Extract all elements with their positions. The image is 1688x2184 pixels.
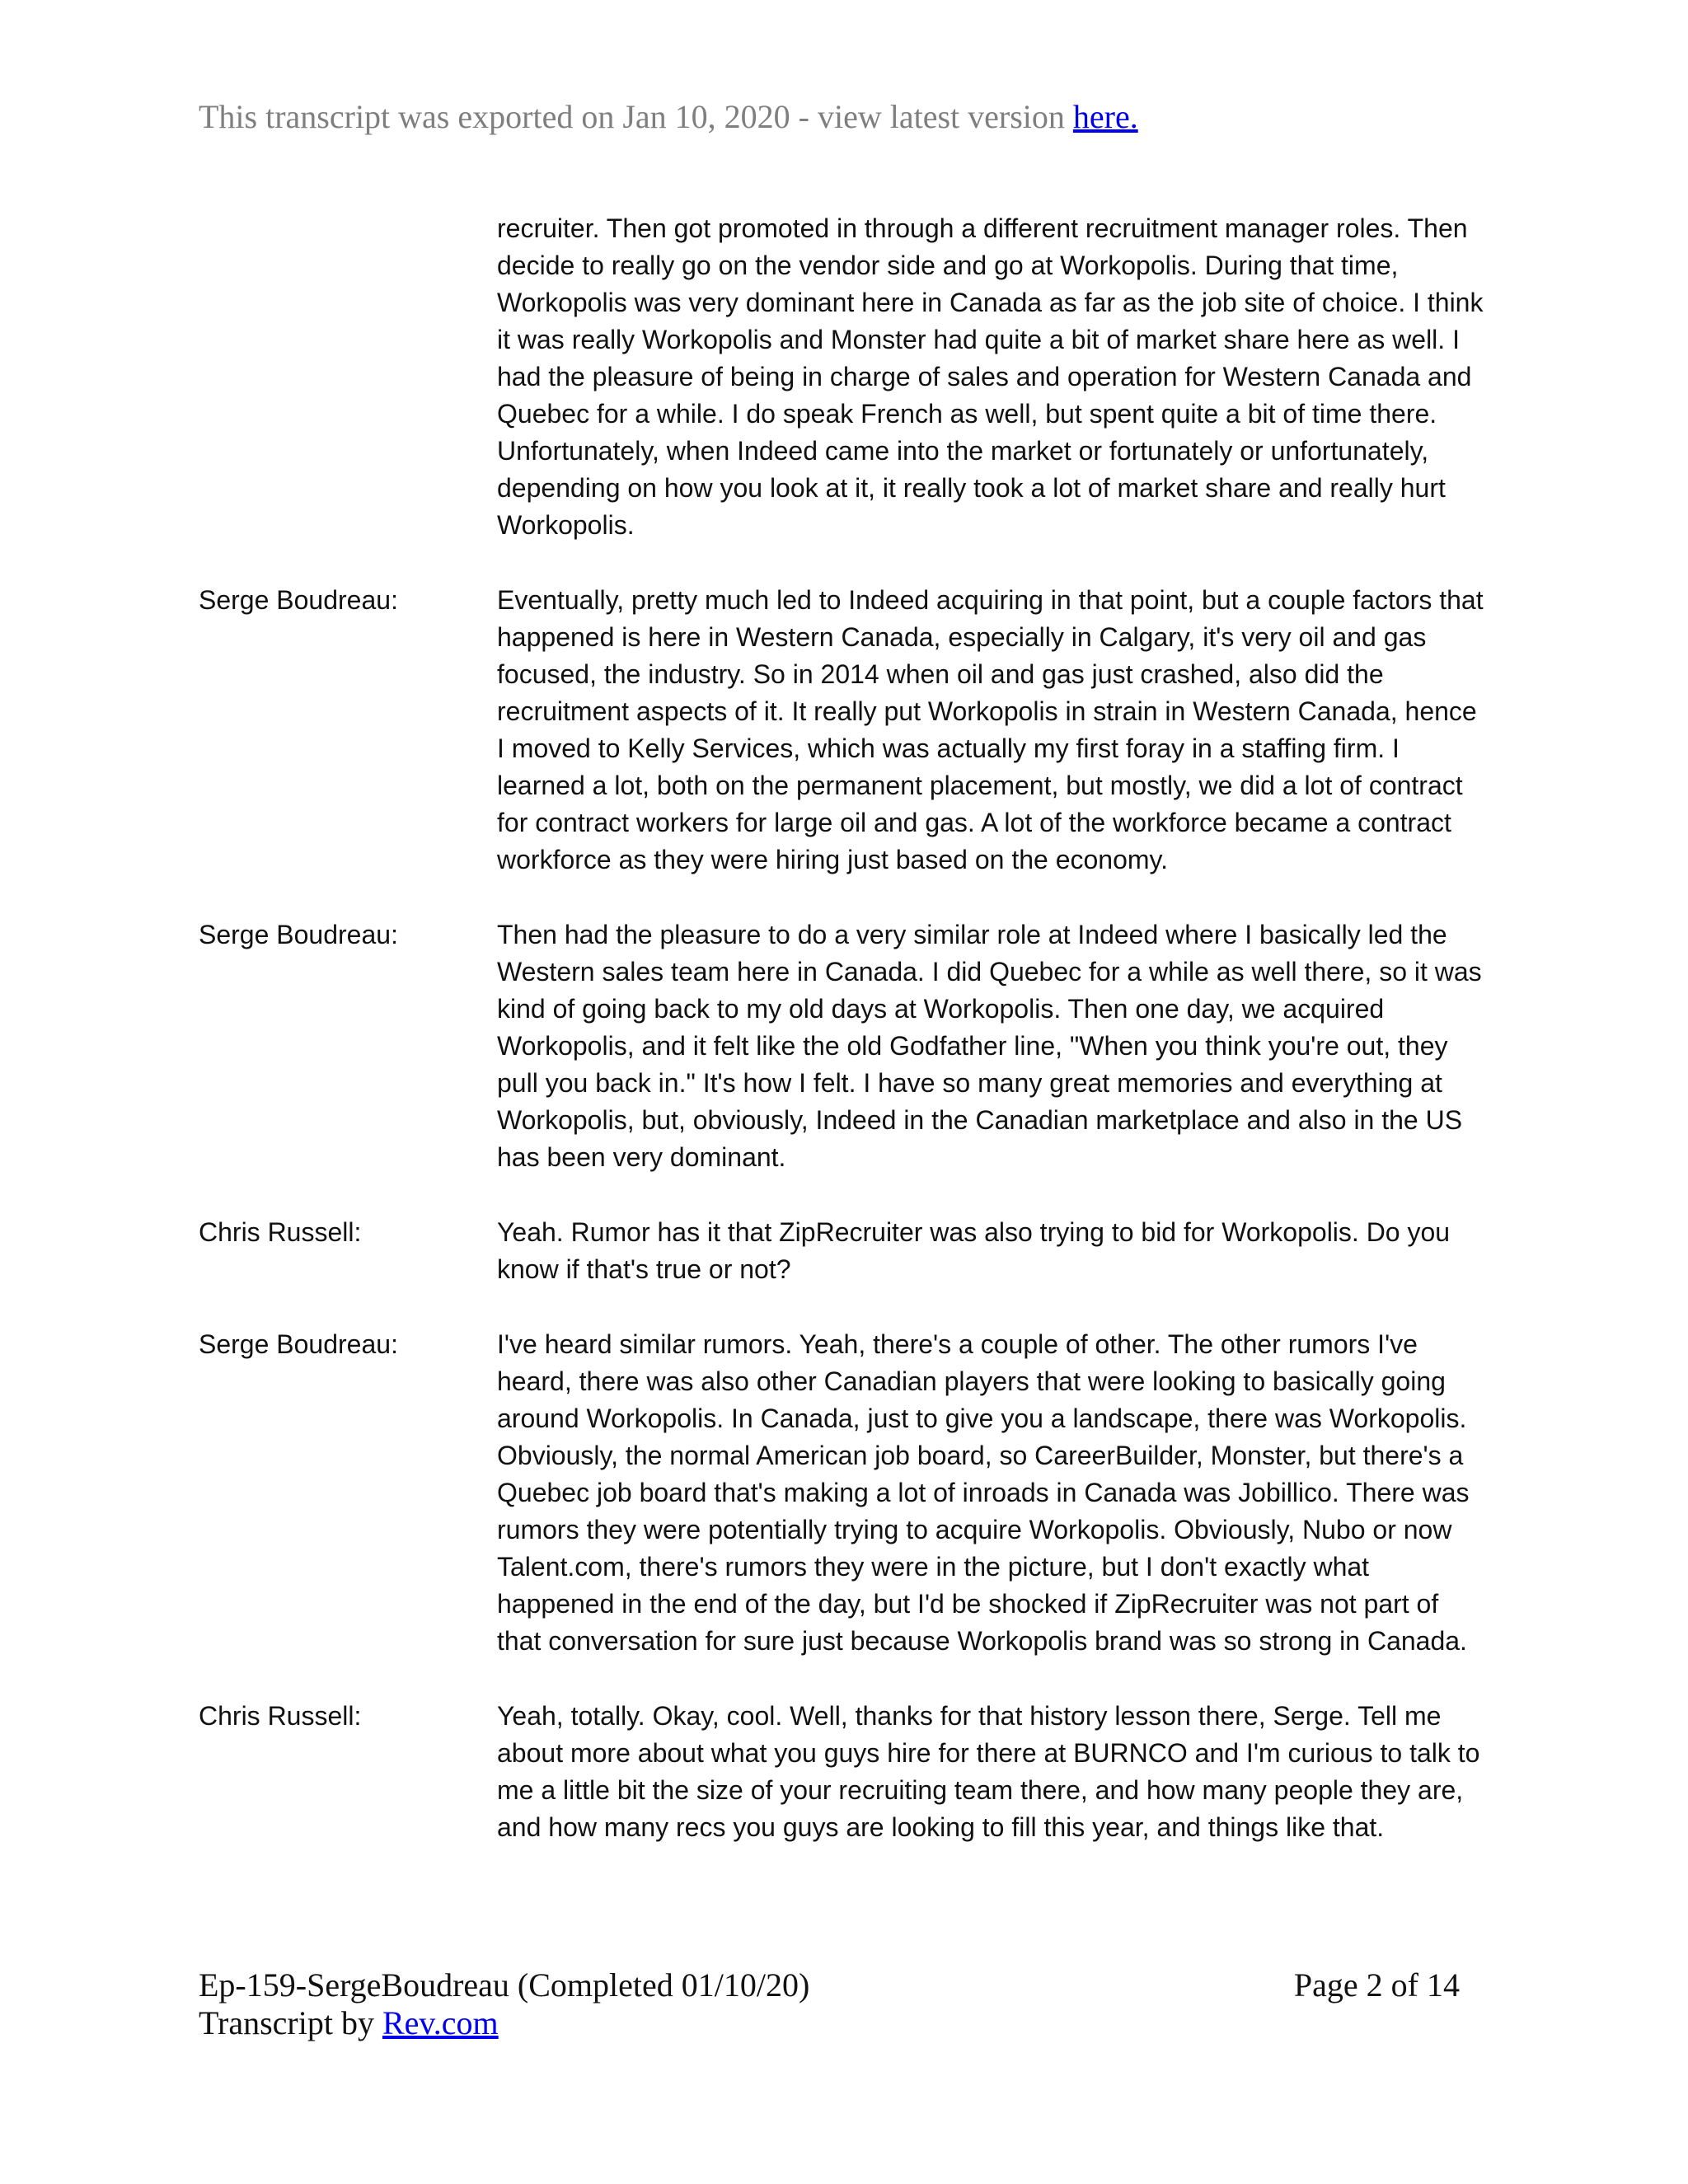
transcript-text: Eventually, pretty much led to Indeed acquiring in that point, but a couple factors that happened is here in Western Canada, especially in Calgary, it's very oil and gas focused, the industry. So in 2014 when oil and gas just crashed, also did the recruitment aspects of it. It really put Workopolis in strain in Western Canada, hence I moved to Kelly Services, which was actually my first foray in a staffing firm. I learned a lot, both on the permanent placement, but mostly, we did a lot of contract for contract workers for large oil and gas. A lot of the workforce became a contract workforce as they were hiring just based on the economy. — [497, 585, 1484, 874]
transcript-block — [199, 916, 1484, 1176]
export-notice — [199, 97, 1138, 137]
speaker-name: Serge Boudreau: — [199, 585, 398, 615]
rev-link[interactable]: Rev.com — [382, 2004, 499, 2041]
transcript-block — [199, 582, 1484, 879]
transcript-block — [199, 1698, 1484, 1846]
transcript-text: Then had the pleasure to do a very similar role at Indeed where I basically led the Western sales team here in Canada. I did Quebec for a while as well there, so it was kind of going back to my old days at Workopolis. Then one day, we acquired Workopolis, and it felt like the old Godfather line, "When you think you're out, they pull you back in." It's how I felt. I have so many great memories and everything at Workopolis, but, obviously, Indeed in the Canadian marketplace and also in the US has been very dominant. — [497, 920, 1482, 1172]
transcript-text: Yeah. Rumor has it that ZipRecruiter was also trying to bid for Workopolis. Do you know if that's true or not? — [497, 1217, 1451, 1284]
export-notice-text: This transcript was exported on Jan 10, 2020 - view latest version — [199, 98, 1073, 135]
episode-title: Ep-159-SergeBoudreau (Completed 01/10/20) — [199, 1966, 810, 2004]
transcript-block — [199, 210, 1484, 544]
transcript-text: Yeah, totally. Okay, cool. Well, thanks for that history lesson there, Serge. Tell me about more about what you guys hire for there at BURNCO and I'm curious to talk to me a little bit the size of your recruiting team there, and how many people they are, and how many recs you guys are looking to fill this year, and things like that. — [497, 1701, 1480, 1842]
transcript-text: I've heard similar rumors. Yeah, there's a couple of other. The other rumors I've heard, there was also other Canadian players that were looking to basically going around Workopolis. In Canada, just to give you a landscape, there was Workopolis. Obviously, the normal American job board, so CareerBuilder, Monster, but there's a Quebec job board that's making a lot of inroads in Canada was Jobillico. There was rumors they were potentially trying to acquire Workopolis. Obviously, Nubo or now Talent.com, there's rumors they were in the picture, but I don't exactly what happened in the end of the day, but I'd be shocked if ZipRecruiter was not part of that conversation for sure just because Workopolis brand was so strong in Canada. — [497, 1329, 1470, 1656]
footer-row — [199, 1966, 1460, 2004]
speaker-name: Chris Russell: — [199, 1217, 362, 1247]
speaker-name — [199, 210, 497, 544]
transcript-text: recruiter. Then got promoted in through a different recruitment manager roles. Then decide to really go on the vendor side and go at Workopolis. During that time, Workopolis was very dominant here in Canada as far as the job site of choice. I think it was really Workopolis and Monster had quite a bit of market share here as well. I had the pleasure of being in charge of sales and operation for Western Canada and Quebec for a while. I do speak French as well, but spent quite a bit of time there. Unfortunately, when Indeed came into the market or fortunately or unfortunately, depending on how you look at it, it really took a lot of market share and really hurt Workopolis. — [497, 213, 1484, 540]
speaker-name: Serge Boudreau: — [199, 1329, 398, 1359]
page-footer — [199, 1966, 1460, 2042]
speaker-name: Chris Russell: — [199, 1701, 362, 1731]
credit-text: Transcript by — [199, 2004, 382, 2041]
transcript-block — [199, 1326, 1484, 1660]
transcript-body — [199, 210, 1484, 1884]
transcript-credit — [199, 2004, 1460, 2042]
speaker-name: Serge Boudreau: — [199, 920, 398, 949]
page-number: Page 2 of 14 — [1293, 1966, 1460, 2004]
latest-version-link[interactable]: here. — [1072, 98, 1138, 135]
transcript-block — [199, 1214, 1484, 1288]
